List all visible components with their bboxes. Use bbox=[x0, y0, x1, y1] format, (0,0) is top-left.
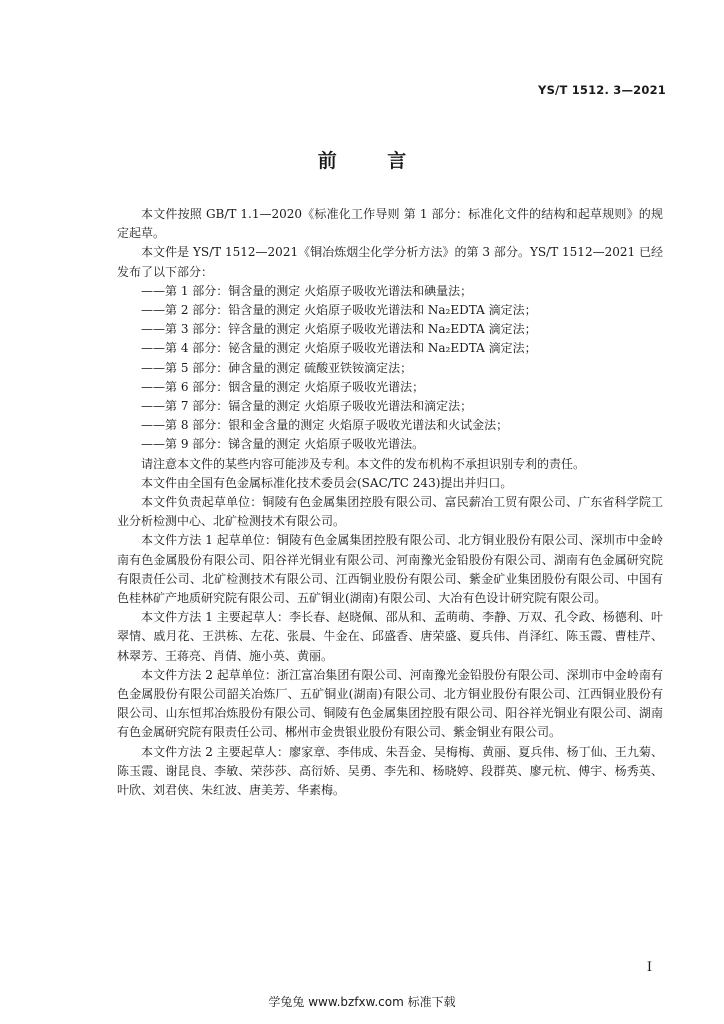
footer-watermark: 学兔兔 www.bzfxw.com 标准下载 bbox=[268, 995, 456, 1009]
list-item: ——第 3 部分：锌含量的测定 火焰原子吸收光谱法和 Na₂EDTA 滴定法； bbox=[141, 322, 537, 337]
list-item: ——第 1 部分：铜含量的测定 火焰原子吸收光谱法和碘量法； bbox=[141, 283, 473, 298]
page-title: 前 言 bbox=[317, 150, 429, 172]
paragraph: 本文件由全国有色金属标准化技术委员会(SAC/TC 243)提出并归口。 bbox=[141, 475, 513, 490]
list-item: ——第 6 部分：铟含量的测定 火焰原子吸收光谱法； bbox=[141, 379, 425, 394]
paragraph: 本文件方法 1 起草单位：铜陵有色金属集团控股有限公司、北方铜业股份有限公司、深圳市中金岭南有色金属股份有限公司、阳谷祥光铜业有限公司、河南豫光金铅股份有限公司、湖南有色金属研究院有限责任公司、北矿检测技术有限公司、江西铜业股份有限公司、紫金矿业集团股份有限公司、中国有色桂林矿产地质研究院有限公司、五矿铜业(湖南)有限公司、大冶有色设计研究院有限公司。 bbox=[117, 533, 663, 606]
paragraph: 本文件方法 2 主要起草人：廖家章、李伟成、朱吾金、吴梅梅、黄丽、夏兵伟、杨丁仙、王九菊、陈玉霞、谢昆良、李敏、荣莎莎、高衍娇、吴勇、李先和、杨晓婷、段群英、廖元杭、傅宇、杨秀英、叶欣、刘君侠、朱红波、唐美芳、华素梅。 bbox=[117, 744, 663, 798]
paragraph: 本文件按照 GB/T 1.1—2020《标准化工作导则 第 1 部分：标准化文件的结构和起草规则》的规定起草。 bbox=[117, 207, 663, 241]
list-item: ——第 5 部分：砷含量的测定 硫酸亚铁铵滴定法； bbox=[141, 360, 413, 375]
paragraph: 本文件负责起草单位：铜陵有色金属集团控股有限公司、富民薪冶工贸有限公司、广东省科学院工业分析检测中心、北矿检测技术有限公司。 bbox=[117, 495, 663, 529]
list-item: ——第 8 部分：银和金含量的测定 火焰原子吸收光谱法和火试金法； bbox=[141, 418, 509, 433]
list-item: ——第 7 部分：镉含量的测定 火焰原子吸收光谱法和滴定法； bbox=[141, 399, 473, 414]
paragraph: 请注意本文件的某些内容可能涉及专利。本文件的发布机构不承担识别专利的责任。 bbox=[141, 456, 586, 471]
paragraph: 本文件方法 1 主要起草人：李长春、赵晓佩、邵从和、孟萌萌、李静、万双、孔令政、杨德利、叶翠情、戚月花、王洪栋、左花、张晨、牛金在、邱盛香、唐荣盛、夏兵伟、肖泽红、陈玉霞、曹桂芹、林翠芳、王蒋亮、肖倩、施小英、黄丽。 bbox=[117, 610, 663, 663]
list-item: ——第 2 部分：铅含量的测定 火焰原子吸收光谱法和 Na₂EDTA 滴定法； bbox=[141, 303, 537, 318]
paragraph: 本文件方法 2 起草单位：浙江富冶集团有限公司、河南豫光金铅股份有限公司、深圳市中金岭南有色金属股份有限公司韶关冶炼厂、五矿铜业(湖南)有限公司、北方铜业股份有限公司、江西铜业股份有限公司、山东恒邦冶炼股份有限公司、铜陵有色金属集团控股有限公司、阳谷祥光铜业有限公司、湖南有色金属研究院有限责任公司、郴州市金贵银业股份有限公司、紫金铜业有限公司。 bbox=[117, 667, 663, 740]
standard-code: YS/T 1512. 3—2021 bbox=[538, 83, 666, 97]
document-body bbox=[117, 205, 663, 800]
list-item: ——第 4 部分：铋含量的测定 火焰原子吸收光谱法和 Na₂EDTA 滴定法； bbox=[141, 341, 537, 356]
parts-list bbox=[117, 282, 663, 455]
list-item: ——第 9 部分：锑含量的测定 火焰原子吸收光谱法。 bbox=[141, 437, 425, 452]
page-number: I bbox=[646, 960, 652, 975]
paragraph: 本文件是 YS/T 1512—2021《铜冶炼烟尘化学分析方法》的第 3 部分。YS/T 1512—2021 已经发布了以下部分： bbox=[117, 245, 663, 279]
